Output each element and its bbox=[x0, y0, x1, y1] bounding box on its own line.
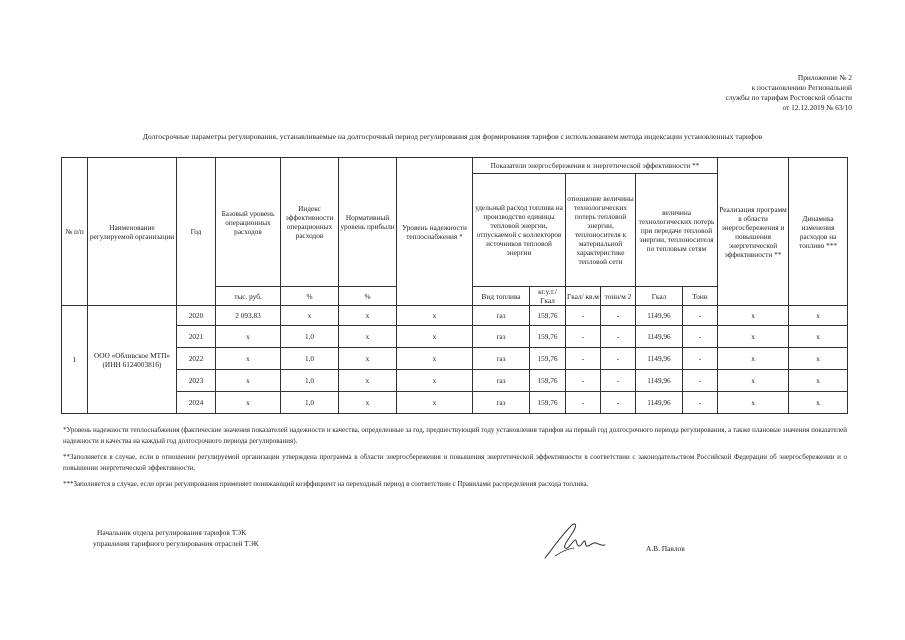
header-loss-ratio: отношение величины технологических потерь тепловой энергии, теплоносителя к материальной характеристике тепловой сети bbox=[566, 174, 636, 287]
cell-fuel-type: газ bbox=[473, 370, 530, 392]
cell-kgut: 159,76 bbox=[530, 306, 566, 326]
footnote: **Заполняется в случае, если в отношении регулируемой организации утверждена программа в области энергосбережения и повышения энергетической эффективности в соответствии с законодательством Российской Федерации об энергосбережении и о повышении энергетической эффективности. bbox=[63, 453, 847, 472]
cell-year: 2020 bbox=[177, 306, 216, 326]
cell-ton-m2: - bbox=[601, 392, 636, 414]
unit-cell: тонн/м 2 bbox=[601, 287, 636, 306]
cell-base: x bbox=[216, 392, 281, 414]
cell-gkal-sqm: - bbox=[566, 348, 601, 370]
unit-cell: Гкал bbox=[636, 287, 683, 306]
cell-base: x bbox=[216, 348, 281, 370]
cell-reliability: x bbox=[397, 306, 473, 326]
cell-programs: x bbox=[718, 306, 789, 326]
parameters-table bbox=[61, 157, 848, 414]
header-fuel-consumption: удельный расход топлива на производство единицы тепловой энергии, отпускаемой с коллекторов источников тепловой энергии bbox=[473, 174, 566, 287]
organization-name: ООО «Обливское МТП» (ИНН 6124003816) bbox=[88, 306, 177, 414]
cell-ton-m2: - bbox=[601, 348, 636, 370]
cell-year: 2022 bbox=[177, 348, 216, 370]
cell-index: 1,0 bbox=[281, 348, 339, 370]
table-row bbox=[62, 392, 848, 414]
header-tech-losses: величина технологических потерь при передаче тепловой энергии, теплоносителя по тепловым сетям bbox=[636, 174, 718, 287]
unit-cell: % bbox=[281, 287, 339, 306]
cell-gkal-sqm: - bbox=[566, 326, 601, 348]
cell-reliability: x bbox=[397, 326, 473, 348]
cell-gkal-sqm: - bbox=[566, 392, 601, 414]
unit-cell: тыс. руб. bbox=[216, 287, 281, 306]
header-efficiency-index: Индекс эффективности операционных расходов bbox=[281, 158, 339, 287]
footnote: ***Заполняется в случае, если орган регулирования применяет понижающий коэффициент на переходный период в соответствии с Правилами распределения расхода топлива. bbox=[63, 480, 589, 488]
cell-gkal: 1149,96 bbox=[636, 348, 683, 370]
cell-gkal: 1149,96 bbox=[636, 326, 683, 348]
cell-year: 2023 bbox=[177, 370, 216, 392]
cell-norm: x bbox=[339, 306, 397, 326]
cell-index: x bbox=[281, 306, 339, 326]
cell-programs: x bbox=[718, 326, 789, 348]
cell-norm: x bbox=[339, 370, 397, 392]
cell-norm: x bbox=[339, 392, 397, 414]
cell-reliability: x bbox=[397, 348, 473, 370]
cell-base: x bbox=[216, 370, 281, 392]
signatory-name: А.В. Павлов bbox=[646, 544, 685, 553]
cell-ton: - bbox=[683, 348, 718, 370]
cell-reliability: x bbox=[397, 370, 473, 392]
cell-programs: x bbox=[718, 370, 789, 392]
header-fuel-dynamics: Динамика изменения расходов на топливо *** bbox=[789, 158, 848, 306]
unit-cell: кг.у.т./ Гкал bbox=[530, 287, 566, 306]
unit-cell: Гкал/ кв.м bbox=[566, 287, 601, 306]
header-year: Год bbox=[177, 158, 216, 306]
cell-ton: - bbox=[683, 370, 718, 392]
signatory-position bbox=[93, 527, 259, 549]
header-org: Наименование регулируемой организации bbox=[88, 158, 177, 306]
cell-kgut: 159,76 bbox=[530, 392, 566, 414]
table-row bbox=[62, 348, 848, 370]
appendix-line: Приложение № 2 bbox=[797, 73, 852, 82]
footnotes bbox=[63, 425, 847, 496]
cell-gkal: 1149,96 bbox=[636, 370, 683, 392]
header-base-expenses: Базовый уровень операционных расходов bbox=[216, 158, 281, 287]
cell-dynamics: x bbox=[789, 370, 848, 392]
table-body bbox=[62, 158, 848, 414]
cell-base: x bbox=[216, 326, 281, 348]
cell-norm: x bbox=[339, 326, 397, 348]
table-row bbox=[62, 370, 848, 392]
cell-kgut: 159,76 bbox=[530, 370, 566, 392]
table-row bbox=[62, 306, 848, 326]
cell-reliability: x bbox=[397, 392, 473, 414]
header-energy-indicators: Показатели энергосбережения и энергетической эффективности ** bbox=[473, 158, 718, 174]
cell-ton: - bbox=[683, 326, 718, 348]
position-line: управления тарифного регулирования отраслей ТЭК bbox=[93, 539, 259, 548]
unit-cell: Тонн bbox=[683, 287, 718, 306]
header-row bbox=[62, 158, 848, 174]
cell-fuel-type: газ bbox=[473, 392, 530, 414]
cell-gkal: 1149,96 bbox=[636, 306, 683, 326]
cell-norm: x bbox=[339, 348, 397, 370]
cell-index: 1,0 bbox=[281, 326, 339, 348]
cell-ton-m2: - bbox=[601, 370, 636, 392]
cell-fuel-type: газ bbox=[473, 306, 530, 326]
table-row bbox=[62, 326, 848, 348]
cell-index: 1,0 bbox=[281, 392, 339, 414]
cell-fuel-type: газ bbox=[473, 348, 530, 370]
cell-ton: - bbox=[683, 392, 718, 414]
cell-programs: x bbox=[718, 348, 789, 370]
appendix-line: службы по тарифам Ростовской области bbox=[725, 93, 852, 102]
cell-dynamics: x bbox=[789, 306, 848, 326]
cell-gkal-sqm: - bbox=[566, 306, 601, 326]
footnote: *Уровень надежности теплоснабжения (фактические значения показателей надежности и качества, определенные за год, предшествующий году установления тарифов на первый год долгосрочного периода регулирования, а также плановые значения показателей надежности и качества на каждый год долгосрочного периода регулирования). bbox=[63, 426, 847, 445]
cell-kgut: 159,76 bbox=[530, 348, 566, 370]
unit-cell: Вид топлива bbox=[473, 287, 530, 306]
cell-year: 2021 bbox=[177, 326, 216, 348]
cell-kgut: 159,76 bbox=[530, 326, 566, 348]
cell-ton: - bbox=[683, 306, 718, 326]
header-num: № п/п bbox=[62, 158, 88, 306]
row-number: 1 bbox=[62, 306, 88, 414]
cell-dynamics: x bbox=[789, 392, 848, 414]
appendix-line: от 12.12.2019 № 63/10 bbox=[782, 103, 852, 112]
appendix-line: к постановлению Региональной bbox=[751, 83, 852, 92]
cell-gkal-sqm: - bbox=[566, 370, 601, 392]
header-programs: Реализация программ в области энергосбережения и повышения энергетической эффективности ** bbox=[718, 158, 789, 306]
cell-ton-m2: - bbox=[601, 326, 636, 348]
document-title: Долгосрочные параметры регулирования, устанавливаемые на долгосрочный период регулирования для формирования тарифов с использованием метода индексации установленных тарифов bbox=[142, 132, 763, 141]
cell-gkal: 1149,96 bbox=[636, 392, 683, 414]
cell-year: 2024 bbox=[177, 392, 216, 414]
handwritten-signature bbox=[541, 518, 611, 563]
cell-dynamics: x bbox=[789, 326, 848, 348]
header-reliability: Уровень надежности теплоснабжения * bbox=[397, 158, 473, 306]
appendix-header bbox=[725, 73, 852, 113]
cell-dynamics: x bbox=[789, 348, 848, 370]
unit-cell: % bbox=[339, 287, 397, 306]
cell-fuel-type: газ bbox=[473, 326, 530, 348]
header-normative-profit: Нормативный уровень прибыли bbox=[339, 158, 397, 287]
cell-programs: x bbox=[718, 392, 789, 414]
position-line: Начальник отдела регулирования тарифов ТЭК bbox=[97, 528, 247, 537]
cell-base: 2 093,83 bbox=[216, 306, 281, 326]
cell-index: 1,0 bbox=[281, 370, 339, 392]
cell-ton-m2: - bbox=[601, 306, 636, 326]
